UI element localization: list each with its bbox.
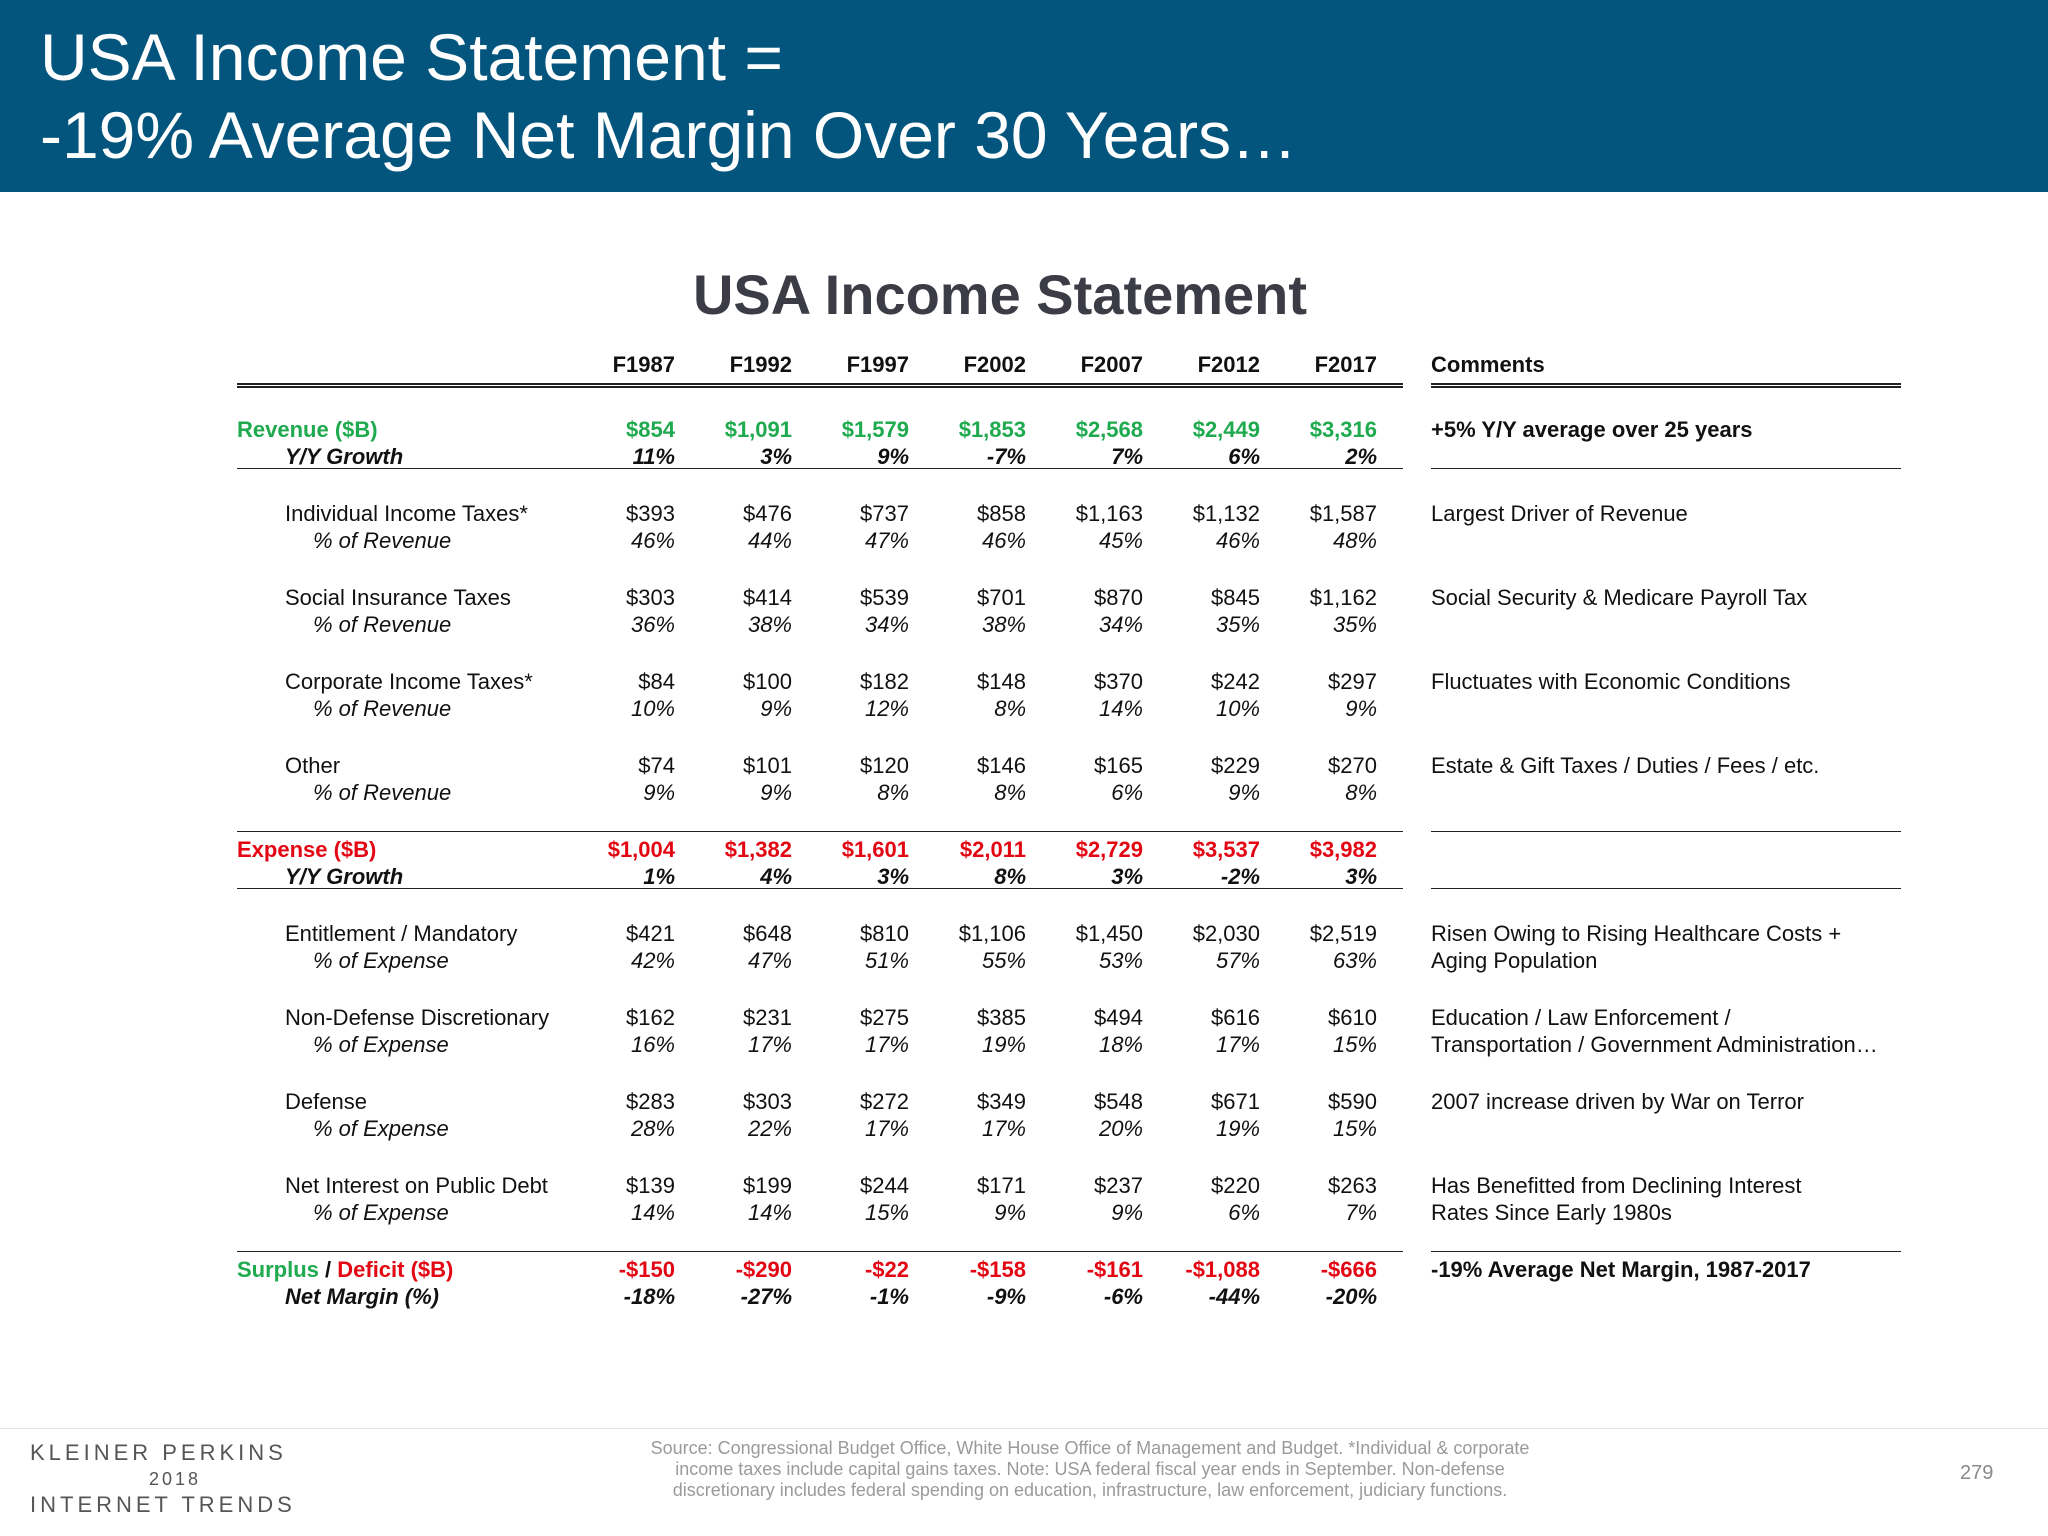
row-subvalue: -7%	[986, 444, 1026, 469]
row-subvalue: 8%	[994, 864, 1026, 889]
deficit-label: Deficit ($B)	[337, 1257, 454, 1282]
row-value: -$158	[969, 1257, 1026, 1282]
row-value: $199	[743, 1173, 792, 1198]
row-subvalue: 3%	[877, 864, 909, 889]
row-sublabel: % of Revenue	[313, 612, 452, 637]
row-comment-line2: Aging Population	[1431, 948, 1598, 973]
row-value: $854	[626, 417, 675, 442]
row-subvalue: -6%	[1103, 1284, 1143, 1309]
source-line1: Source: Congressional Budget Office, White House Office of Management and Budget. *Individual & corporate	[650, 1438, 1530, 1458]
surplus-label: Surplus	[237, 1257, 319, 1282]
row-value: $648	[743, 921, 792, 946]
table-rule	[1431, 383, 1901, 388]
row-subvalue: 9%	[643, 780, 675, 805]
row-sublabel: % of Revenue	[313, 528, 452, 553]
table-rule	[237, 1251, 1403, 1252]
row-value: $303	[626, 585, 675, 610]
column-header-f1987: F1987	[612, 352, 675, 377]
row-subvalue: 38%	[747, 612, 792, 637]
row-value: $272	[860, 1089, 909, 1114]
row-subvalue: 6%	[1228, 444, 1260, 469]
row-subvalue: 17%	[864, 1032, 909, 1057]
row-subvalue: 8%	[994, 696, 1026, 721]
row-label: Other	[285, 753, 341, 778]
row-subvalue: 63%	[1332, 948, 1377, 973]
row-comment: Education / Law Enforcement /	[1431, 1005, 1731, 1030]
row-value: $1,587	[1309, 501, 1377, 526]
row-value: $148	[977, 669, 1026, 694]
row-value: $270	[1328, 753, 1377, 778]
row-value: $74	[638, 753, 675, 778]
row-comment-line2: Transportation / Government Administration…	[1431, 1032, 1878, 1057]
row-subvalue: -18%	[623, 1284, 675, 1309]
row-sublabel: % of Revenue	[313, 780, 452, 805]
row-value: $385	[977, 1005, 1026, 1030]
row-value: $1,853	[958, 417, 1026, 442]
row-value: $414	[743, 585, 792, 610]
row-value: $182	[860, 669, 909, 694]
row-subvalue: 28%	[630, 1116, 675, 1141]
row-sublabel: % of Expense	[313, 1032, 449, 1057]
row-subvalue: 10%	[1215, 696, 1260, 721]
row-value: $242	[1211, 669, 1260, 694]
comments-header: Comments	[1431, 352, 1545, 377]
row-value: $590	[1328, 1089, 1377, 1114]
row-subvalue: 3%	[760, 444, 792, 469]
row-value: $171	[977, 1173, 1026, 1198]
row-comment: Social Security & Medicare Payroll Tax	[1431, 585, 1808, 610]
row-value: $162	[626, 1005, 675, 1030]
row-value: $165	[1094, 753, 1143, 778]
column-header-f2012: F2012	[1197, 352, 1260, 377]
row-subvalue: 4%	[760, 864, 792, 889]
row-value: $3,537	[1192, 837, 1260, 862]
row-value: -$22	[864, 1257, 909, 1282]
row-value: $220	[1211, 1173, 1260, 1198]
table-rule	[237, 888, 1403, 889]
row-label: Expense ($B)	[237, 837, 377, 862]
column-header-f1997: F1997	[846, 352, 909, 377]
row-subvalue: 10%	[630, 696, 675, 721]
row-label: Non-Defense Discretionary	[285, 1005, 550, 1030]
row-subvalue: 22%	[747, 1116, 792, 1141]
row-subvalue: 8%	[1345, 780, 1377, 805]
row-label: Defense	[285, 1089, 367, 1114]
row-subvalue: 12%	[864, 696, 909, 721]
row-subvalue: 42%	[630, 948, 675, 973]
table-rule	[1431, 888, 1901, 889]
row-subvalue: 57%	[1215, 948, 1260, 973]
row-subvalue: 36%	[630, 612, 675, 637]
row-label: Social Insurance Taxes	[285, 585, 511, 610]
row-comment: 2007 increase driven by War on Terror	[1431, 1089, 1804, 1114]
row-subvalue: 9%	[994, 1200, 1026, 1225]
row-subvalue: 9%	[1228, 780, 1260, 805]
row-subvalue: 35%	[1215, 612, 1260, 637]
row-subvalue: 16%	[630, 1032, 675, 1057]
row-comment-line2: Rates Since Early 1980s	[1431, 1200, 1672, 1225]
row-comment: Fluctuates with Economic Conditions	[1431, 669, 1791, 694]
row-value: $2,729	[1075, 837, 1143, 862]
row-value: $101	[743, 753, 792, 778]
row-value: $370	[1094, 669, 1143, 694]
row-value: $494	[1094, 1005, 1143, 1030]
row-value: $1,106	[958, 921, 1026, 946]
row-value: -$666	[1320, 1257, 1377, 1282]
row-subvalue: 17%	[1215, 1032, 1260, 1057]
row-label-surplus-deficit	[237, 1256, 453, 1284]
row-subvalue: 19%	[1215, 1116, 1260, 1141]
page-number: 279	[1960, 1462, 1994, 1484]
row-subvalue: 7%	[1111, 444, 1143, 469]
row-subvalue: 9%	[1111, 1200, 1143, 1225]
table-title: USA Income Statement	[692, 263, 1308, 326]
row-value: $139	[626, 1173, 675, 1198]
row-subvalue: 51%	[864, 948, 909, 973]
row-sublabel: % of Expense	[313, 1116, 449, 1141]
row-value: $303	[743, 1089, 792, 1114]
row-value: $84	[638, 669, 675, 694]
label-separator: /	[318, 1257, 338, 1282]
row-value: $616	[1211, 1005, 1260, 1030]
row-subvalue: -27%	[740, 1284, 792, 1309]
row-subvalue: 38%	[981, 612, 1026, 637]
row-subvalue: 18%	[1098, 1032, 1143, 1057]
column-header-f2002: F2002	[963, 352, 1026, 377]
column-header-f2017: F2017	[1314, 352, 1377, 377]
header-band	[0, 0, 2048, 192]
row-value: $810	[860, 921, 909, 946]
row-value: $1,132	[1192, 501, 1260, 526]
row-subvalue: 35%	[1332, 612, 1377, 637]
table-rule	[237, 831, 1403, 832]
row-subvalue: 2%	[1345, 444, 1377, 469]
row-value: $237	[1094, 1173, 1143, 1198]
row-subvalue: 14%	[747, 1200, 792, 1225]
row-value: $297	[1328, 669, 1377, 694]
row-sublabel: Y/Y Growth	[285, 444, 404, 469]
row-value: $539	[860, 585, 909, 610]
row-subvalue: 7%	[1345, 1200, 1377, 1225]
row-subvalue: 47%	[864, 528, 909, 553]
source-line2: income taxes include capital gains taxes. Note: USA federal fiscal year ends in September. Non-defense	[675, 1459, 1505, 1479]
row-value: $671	[1211, 1089, 1260, 1114]
slide-title-line1: USA Income Statement =	[40, 20, 783, 94]
row-subvalue: 9%	[877, 444, 909, 469]
row-label: Entitlement / Mandatory	[285, 921, 518, 946]
row-subvalue: 9%	[760, 780, 792, 805]
row-value: $2,568	[1075, 417, 1143, 442]
row-subvalue: 34%	[864, 612, 909, 637]
row-subvalue: 45%	[1098, 528, 1143, 553]
row-value: $421	[626, 921, 675, 946]
row-value: $610	[1328, 1005, 1377, 1030]
row-value: $349	[977, 1089, 1026, 1114]
brand-logo	[30, 1440, 320, 1518]
row-value: $146	[977, 753, 1026, 778]
row-value: $283	[626, 1089, 675, 1114]
row-value: $548	[1094, 1089, 1143, 1114]
row-value: $870	[1094, 585, 1143, 610]
row-value: $2,519	[1309, 921, 1377, 946]
slide-title-line2: -19% Average Net Margin Over 30 Years…	[40, 98, 1298, 172]
row-value: $1,004	[607, 837, 675, 862]
row-value: $1,601	[841, 837, 909, 862]
row-value: $3,982	[1309, 837, 1377, 862]
row-subvalue: 14%	[1098, 696, 1143, 721]
row-value: $100	[743, 669, 792, 694]
table-rule	[237, 468, 1403, 469]
row-comment: +5% Y/Y average over 25 years	[1431, 417, 1753, 442]
row-value: $275	[860, 1005, 909, 1030]
row-comment: Largest Driver of Revenue	[1431, 501, 1688, 526]
row-value: $231	[743, 1005, 792, 1030]
row-subvalue: 9%	[760, 696, 792, 721]
row-value: $476	[743, 501, 792, 526]
row-value: $701	[977, 585, 1026, 610]
row-sublabel: Y/Y Growth	[285, 864, 404, 889]
row-subvalue: 6%	[1228, 1200, 1260, 1225]
row-sublabel: % of Revenue	[313, 696, 452, 721]
row-subvalue: 19%	[981, 1032, 1026, 1057]
column-header-f1992: F1992	[729, 352, 792, 377]
row-value: -$161	[1086, 1257, 1143, 1282]
row-subvalue: 48%	[1332, 528, 1377, 553]
footer-divider	[0, 1428, 2048, 1429]
row-label: Net Interest on Public Debt	[285, 1173, 548, 1198]
row-subvalue: -20%	[1325, 1284, 1377, 1309]
brand-line2: INTERNET TRENDS	[30, 1492, 296, 1517]
row-value: $1,579	[841, 417, 909, 442]
row-subvalue: 17%	[981, 1116, 1026, 1141]
row-value: $737	[860, 501, 909, 526]
row-value: -$150	[618, 1257, 675, 1282]
row-subvalue: 47%	[747, 948, 792, 973]
row-subvalue: 46%	[981, 528, 1026, 553]
row-value: $2,011	[959, 837, 1026, 862]
row-subvalue: 46%	[630, 528, 675, 553]
row-value: $1,162	[1309, 585, 1377, 610]
row-subvalue: 46%	[1215, 528, 1260, 553]
row-value: $263	[1328, 1173, 1377, 1198]
row-subvalue: 15%	[1332, 1032, 1377, 1057]
row-subvalue: -9%	[986, 1284, 1026, 1309]
row-value: $244	[860, 1173, 909, 1198]
row-subvalue: 3%	[1111, 864, 1143, 889]
row-subvalue: 3%	[1345, 864, 1377, 889]
row-subvalue: 6%	[1111, 780, 1143, 805]
slide-title	[40, 18, 1297, 174]
row-value: -$1,088	[1185, 1257, 1260, 1282]
row-subvalue: 1%	[643, 864, 675, 889]
row-subvalue: 17%	[747, 1032, 792, 1057]
row-comment: Estate & Gift Taxes / Duties / Fees / etc.	[1431, 753, 1820, 778]
row-subvalue: 8%	[877, 780, 909, 805]
row-subvalue: -2%	[1220, 864, 1260, 889]
brand-line1: KLEINER PERKINS	[30, 1440, 287, 1465]
row-comment: Has Benefitted from Declining Interest	[1431, 1173, 1802, 1198]
source-note	[560, 1438, 1620, 1501]
row-subvalue: 15%	[1332, 1116, 1377, 1141]
row-value: $2,030	[1192, 921, 1260, 946]
row-value: $845	[1211, 585, 1260, 610]
row-value: $1,163	[1075, 501, 1143, 526]
row-subvalue: 20%	[1098, 1116, 1143, 1141]
row-value: $1,450	[1075, 921, 1143, 946]
row-subvalue: 44%	[747, 528, 792, 553]
table-rule	[1431, 468, 1901, 469]
row-sublabel: % of Expense	[313, 1200, 449, 1225]
row-label: Individual Income Taxes*	[285, 501, 528, 526]
row-value: $1,382	[724, 837, 792, 862]
row-label: Corporate Income Taxes*	[285, 669, 533, 694]
row-subvalue: 53%	[1098, 948, 1143, 973]
row-sublabel: % of Expense	[313, 948, 449, 973]
table-rule	[1431, 831, 1901, 832]
row-value: $858	[977, 501, 1026, 526]
row-subvalue: 15%	[864, 1200, 909, 1225]
row-subvalue: 34%	[1098, 612, 1143, 637]
row-value: $3,316	[1309, 417, 1377, 442]
row-subvalue: 8%	[994, 780, 1026, 805]
row-subvalue: 55%	[981, 948, 1026, 973]
row-value: -$290	[735, 1257, 792, 1282]
row-value: $120	[860, 753, 909, 778]
row-subvalue: -1%	[869, 1284, 909, 1309]
brand-year: 2018	[148, 1469, 202, 1489]
row-value: $2,449	[1192, 417, 1260, 442]
row-subvalue: 9%	[1345, 696, 1377, 721]
row-value: $229	[1211, 753, 1260, 778]
row-sublabel: Net Margin (%)	[285, 1284, 439, 1309]
source-line3: discretionary includes federal spending on education, infrastructure, law enforcement, judiciary functions.	[672, 1480, 1508, 1500]
row-value: $1,091	[724, 417, 792, 442]
row-subvalue: 11%	[632, 444, 675, 469]
row-comment: -19% Average Net Margin, 1987-2017	[1431, 1257, 1811, 1282]
row-value: $393	[626, 501, 675, 526]
column-header-f2007: F2007	[1080, 352, 1143, 377]
row-subvalue: 14%	[630, 1200, 675, 1225]
row-subvalue: -44%	[1208, 1284, 1260, 1309]
row-label: Revenue ($B)	[237, 417, 378, 442]
row-subvalue: 17%	[864, 1116, 909, 1141]
table-rule	[237, 383, 1403, 388]
table-rule	[1431, 1251, 1901, 1252]
row-comment: Risen Owing to Rising Healthcare Costs +	[1431, 921, 1842, 946]
